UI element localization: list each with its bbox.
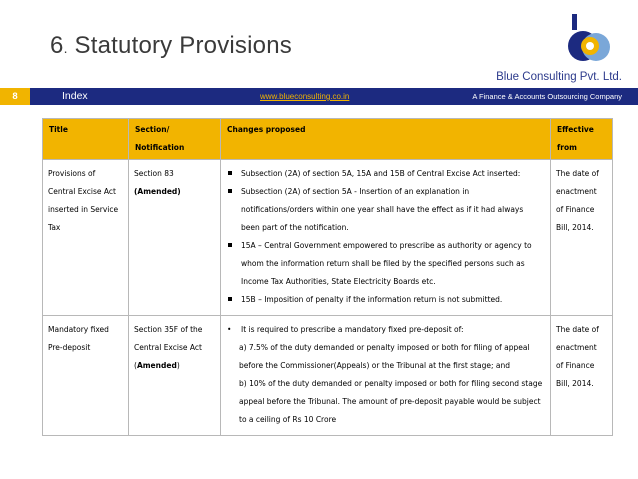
header-title: Title xyxy=(43,119,129,160)
page-number-badge: 8 xyxy=(0,88,30,105)
header-effective-text: Effective from xyxy=(557,125,594,152)
provisions-table xyxy=(42,118,613,436)
row1-section-name: Section 83 xyxy=(134,169,174,178)
row2-status-close: ) xyxy=(176,361,180,370)
list-item xyxy=(226,321,544,339)
list-item: Subsection (2A) of section 5A - Insertion of an explanation in notifications/orders within one year shall have the effect as if it had always been part of the notification. xyxy=(226,183,544,237)
company-logo-icon xyxy=(565,14,611,66)
row1-section-status: (Amended) xyxy=(134,187,181,196)
row2-section-status xyxy=(134,357,214,375)
header-effective xyxy=(551,119,613,160)
row2-status-open: ( xyxy=(134,361,137,370)
row1-title: Provisions of Central Excise Act inserted in Service Tax xyxy=(43,160,129,316)
header-section-text: Section/ Notification xyxy=(135,125,185,152)
index-band xyxy=(0,88,638,105)
row2-status-bold: Amended xyxy=(136,361,177,370)
row1-section xyxy=(129,160,221,316)
row2-changes xyxy=(221,316,551,436)
header-changes: Changes proposed xyxy=(221,119,551,160)
row2-section-name: Section 35F of the Central Excise Act xyxy=(134,325,203,352)
logo-center xyxy=(586,42,594,50)
row2-changes-list xyxy=(226,321,544,339)
table-row xyxy=(43,160,613,316)
website-link[interactable]: www.blueconsulting.co.in xyxy=(260,92,350,101)
header-section xyxy=(129,119,221,160)
index-label: Index xyxy=(62,90,88,102)
title-number: 6 xyxy=(50,32,64,59)
row2-changes-intro: • It is required to prescribe a mandatory fixed pre-deposit of: xyxy=(241,325,464,334)
row2-changes-a: a) 7.5% of the duty demanded or penalty imposed or both for filing of appeal before the Commissioner(Appeals) or the Tribunal at the first stage; and xyxy=(239,343,530,370)
table-row xyxy=(43,316,613,436)
row2-effective: The date of enactment of Finance Bill, 2014. xyxy=(551,316,613,436)
list-item: Subsection (2A) of section 5A, 15A and 15B of Central Excise Act inserted: xyxy=(226,165,544,183)
list-item: 15A – Central Government empowered to prescribe as authority or agency to whom the information return shall be filed by the specified persons such as Income Tax Authorities, State Electricity Boards etc. xyxy=(226,237,544,291)
row1-changes-list xyxy=(226,165,544,309)
table-header-row xyxy=(43,119,613,160)
title-dot: . xyxy=(63,40,68,56)
company-name: Blue Consulting Pvt. Ltd. xyxy=(496,71,622,83)
logo-stem xyxy=(572,14,577,30)
list-item: 15B – Imposition of penalty if the information return is not submitted. xyxy=(226,291,544,309)
row2-section xyxy=(129,316,221,436)
row1-effective: The date of enactment of Finance Bill, 2014. xyxy=(551,160,613,316)
title-text: Statutory Provisions xyxy=(74,32,292,59)
company-tagline: A Finance & Accounts Outsourcing Company xyxy=(472,92,622,101)
page-title xyxy=(50,32,292,60)
row1-changes xyxy=(221,160,551,316)
row2-changes-b: b) 10% of the duty demanded or penalty imposed or both for filing second stage appeal before the Tribunal. The amount of pre-deposit payable would be subject to a ceiling of Rs 10 Crore xyxy=(239,379,543,424)
row2-title: Mandatory fixed Pre-deposit xyxy=(43,316,129,436)
